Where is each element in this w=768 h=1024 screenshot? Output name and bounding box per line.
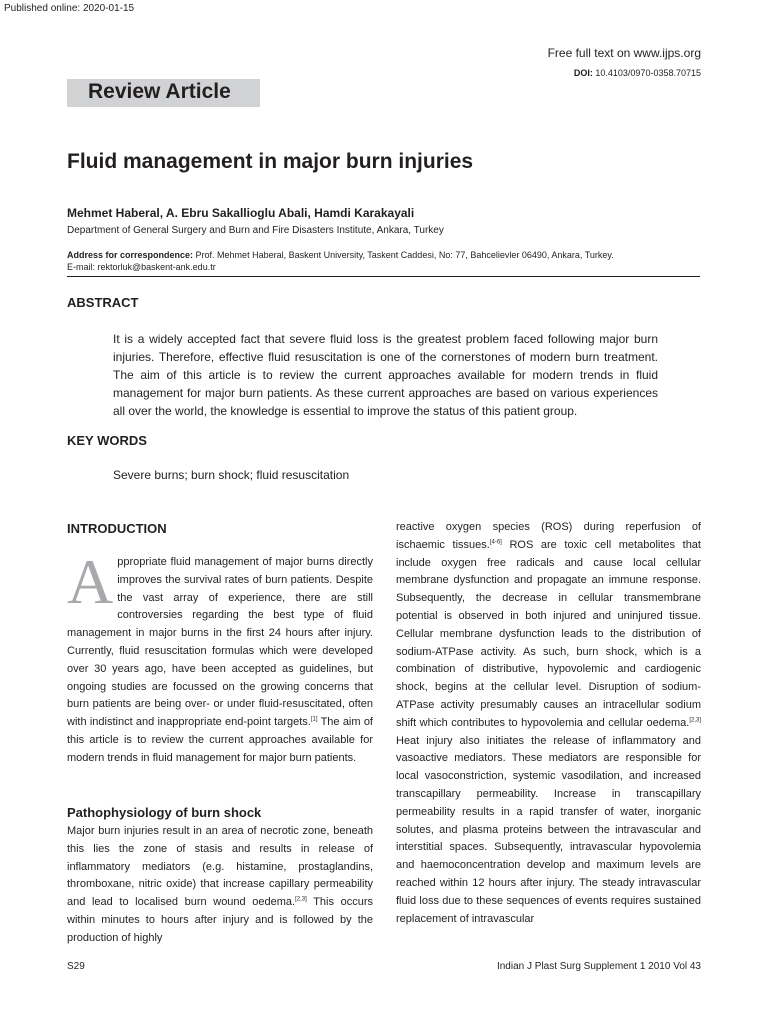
intro-text-b: The aim of this article is to review the current approaches available for modern trends in fluid management for major burn patients. [67,716,373,764]
journal-citation: Indian J Plast Surg Supplement 1 2010 Vol 43 [496,961,701,972]
page-number: S29 [67,961,85,972]
intro-text-a: ppropriate fluid management of major burns directly improves the survival rates of burn patients. Despite the vast array of experience, there are still controversies regarding the best type of fluid management in major burns in the first 24 hours after injury. Currently, fluid resuscitation formulas which were developed over 30 years ago, have been accepted as guidelines, but ongoing studies are focussed on the growing concerns that burn patients are being over- or under fluid-resuscitated, often with indistinct and inappropriate end-point targets. [67,556,373,729]
keywords-heading: KEY WORDS [67,433,147,448]
patho-right-b: ROS are toxic cell metabolites that include oxygen free radicals and cause local cellular membrane dysfunction and propagate an immune response. Subsequently, the decrease in cellular transmembrane potential is observed in both injured and uninjured tissue. Cellular membrane dysfunction leads to the distribution of sodium-ATPase activity. As such, burn shock, which is a combination of distributive, hypovolemic and cardiogenic shock, begins at the cellular level. Disruption of sodium-ATPase activity presumably causes an intracellular sodium shift which contributes to hypovolemia and cellular oedema. [396,538,701,729]
patho-right-a: reactive oxygen species (ROS) during reperfusion of ischaemic tissues. [396,521,701,551]
authors: Mehmet Haberal, A. Ebru Sakallioglu Abali, Hamdi Karakayali [67,206,415,220]
introduction-paragraph [67,546,373,768]
patho-text-b: This occurs within minutes to hours after injury and is followed by the production of highly [67,896,374,944]
citation-ref[interactable]: [2,3] [295,896,307,903]
pathophysiology-paragraph-right [396,519,701,928]
patho-right-c: Heat injury also initiates the release of inflammatory and vasoactive mediators. These mediators are responsible for local vasoconstriction, systemic vasodilation, and increased transcapillary permeability. Increase in transcapillary permeability results in a rapid transfer of water, inorganic solutes, and plasma proteins between the intravascular and interstitial spaces. Subsequently, intravascular hypovolemia and haemoconcentration develop and maximum levels are reached within 12 hours after injury. The steady intravascular fluid loss due to these sequences of events requires sustained replacement of intravascular [396,734,701,925]
published-date: Published online: 2020-01-15 [4,3,135,14]
citation-ref[interactable]: [1] [310,716,318,723]
abstract-heading: ABSTRACT [67,295,139,310]
citation-ref[interactable]: [4-6] [489,539,502,546]
correspondence-label: Address for correspondence: [67,250,194,260]
abstract-text: It is a widely accepted fact that severe fluid loss is the greatest problem faced following major burn injuries. Therefore, effective fluid resuscitation is one of the cornerstones of modern burn treatment. The aim of this article is to review the current approaches available for modern trends in fluid management for major burn patients. As these current approaches are based on various experiences all over the world, the knowledge is essential to improve the status of this patient group. [113,332,658,418]
article-title: Fluid management in major burn injuries [67,150,474,173]
article-type: Review Article [88,80,231,103]
drop-cap: A [67,546,114,617]
header-divider [67,276,700,277]
correspondence [67,249,707,273]
keywords-text: Severe burns; burn shock; fluid resuscitation [113,468,350,482]
citation-ref[interactable]: [2,3] [689,717,701,724]
pathophysiology-paragraph-left [67,823,373,948]
affiliation: Department of General Surgery and Burn and Fire Disasters Institute, Ankara, Turkey [67,225,444,236]
introduction-heading: INTRODUCTION [67,521,167,536]
free-text-link[interactable]: Free full text on www.ijps.org [547,46,701,60]
doi-value[interactable]: 10.4103/0970-0358.70715 [595,68,701,78]
correspondence-text: Prof. Mehmet Haberal, Baskent University, Taskent Caddesi, No: 77, Bahcelievler 06490, Ankara, Turkey. [195,250,614,260]
correspondence-email[interactable]: E-mail: rektorluk@baskent-ank.edu.tr [67,262,216,272]
doi-line [574,68,701,78]
doi-label: DOI: [573,68,593,78]
patho-text-a: Major burn injuries result in an area of necrotic zone, beneath this lies the zone of stasis and results in release of inflammatory mediators (e.g. histamine, prostaglandins, thromboxane, nitric oxide) that increase capillary permeability and lead to localised burn wound oedema. [67,825,373,909]
pathophysiology-heading: Pathophysiology of burn shock [67,805,262,820]
